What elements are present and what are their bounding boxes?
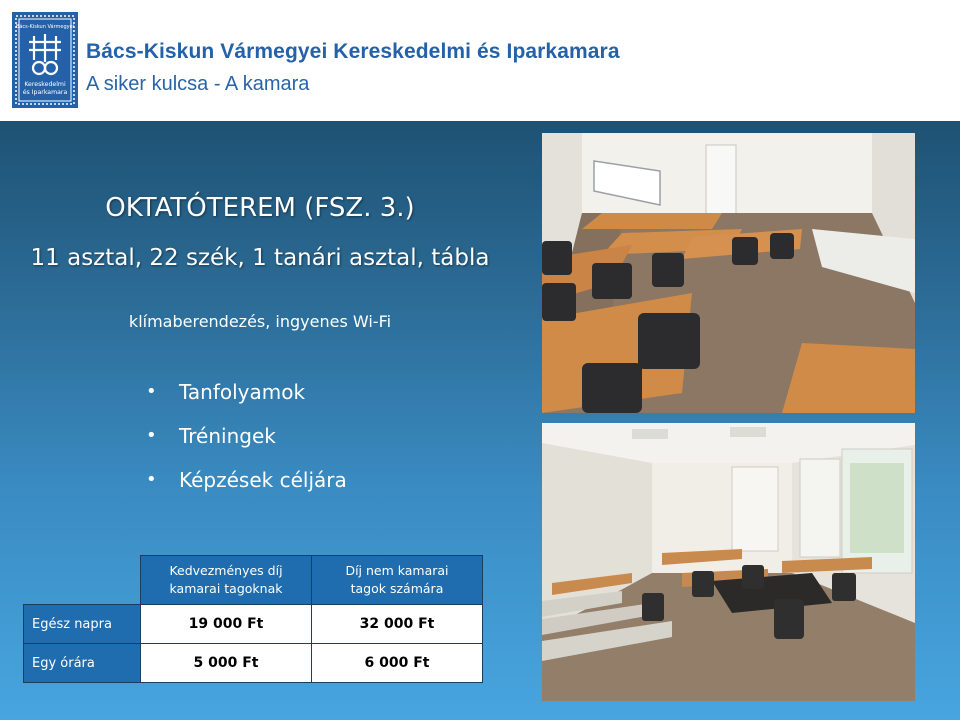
organization-motto: A siker kulcsa - A kamara [86,73,310,95]
list-item: • Képzések céljára [146,467,347,511]
logo-text-bottom2: és Iparkamara [22,89,68,96]
room-features: klímaberendezés, ingyenes Wi-Fi [128,312,392,331]
column-header-nonmember [312,556,483,605]
classroom-photo-windows [542,423,915,701]
header [0,0,960,121]
pricing-table [23,555,483,683]
column-header-line: Díj nem kamarai [345,563,449,578]
column-header-member [141,556,312,605]
chamber-logo-icon [12,12,78,108]
organization-name: Bács-Kiskun Vármegyei Kereskedelmi és Iparkamara [86,40,620,63]
row-label: Egész napra [24,605,141,644]
empty-cell [24,556,141,605]
column-header-line: tagok számára [350,581,444,596]
column-header-line: kamarai tagoknak [169,581,283,596]
logo-text-top: Bács-Kiskun Vármegyei [15,24,75,30]
room-title: OKTATÓTEREM (FSZ. 3.) [105,193,415,223]
room-equipment: 11 asztal, 22 szék, 1 tanári asztal, tábla [30,245,490,271]
classroom-photo-whiteboard [542,133,915,413]
table-header-row [24,556,483,605]
member-price: 5 000 Ft [141,644,312,683]
uses-list [146,379,347,511]
column-header-line: Kedvezményes díj [169,563,283,578]
nonmember-price: 32 000 Ft [312,605,483,644]
nonmember-price: 6 000 Ft [312,644,483,683]
row-label: Egy órára [24,644,141,683]
member-price: 19 000 Ft [141,605,312,644]
list-item: • Tréningek [146,423,347,467]
table-row [24,644,483,683]
table-row [24,605,483,644]
logo-text-bottom1: Kereskedelmi [24,81,66,88]
list-item: • Tanfolyamok [146,379,347,423]
